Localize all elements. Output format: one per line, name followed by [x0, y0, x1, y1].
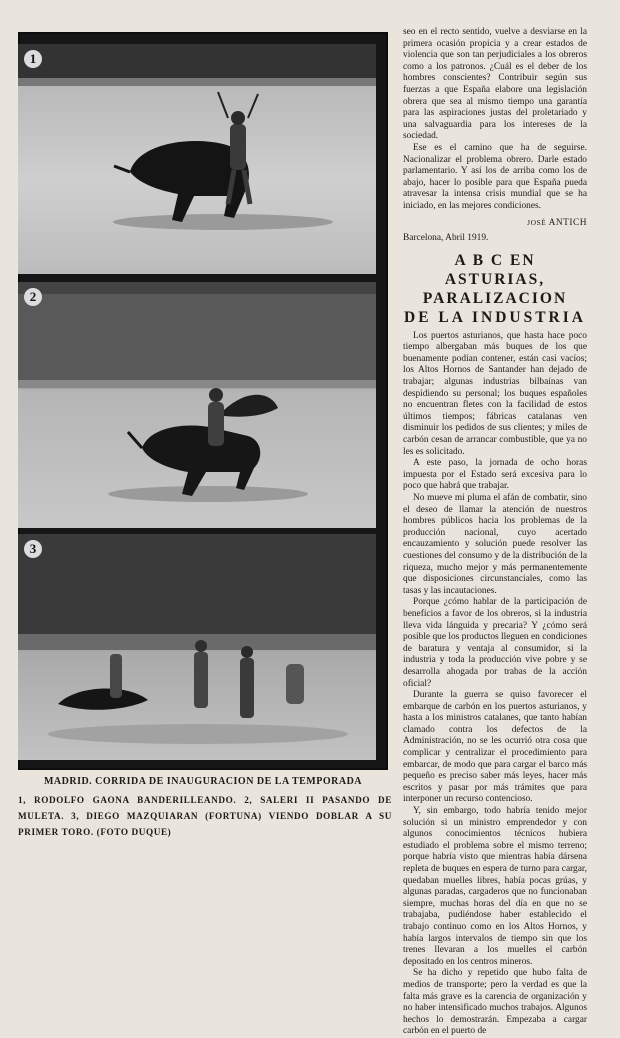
photo-saleri-muleta	[18, 282, 376, 528]
author-last-name: ANTICH	[548, 217, 587, 228]
photo-caption-title: MADRID. CORRIDA DE INAUGURACION DE LA TEMPORADA	[43, 776, 363, 787]
headline-line: PARALIZACION	[422, 289, 568, 307]
article-paragraph: Ese es el camino que ha de seguirse. Nacionalizar el problema obrero. Darle estado parlamentario. Y así los de arriba como los de abajo, hacer lo posible para que España pueda atravesar la intensa crisis mundial que se ha iniciado, en las mejores condiciones.	[403, 142, 587, 211]
photo-gaona-banderilleando	[18, 44, 376, 274]
photo-caption-text: 1, RODOLFO GAONA BANDERILLEANDO. 2, SALERI II PASANDO DE MULETA. 3, DIEGO MAZQUIARAN (FORTUNA) VIENDO DOBLAR A SU PRIMER TORO. (FOTO DUQUE)	[18, 795, 392, 837]
photo-number: 3	[24, 540, 42, 558]
dateline: Barcelona, Abril 1919.	[403, 233, 489, 244]
photo-number: 2	[24, 288, 42, 306]
article-paragraph: Durante la guerra se quiso favorecer el embarque de carbón en los puertos asturianos, y hasta a los ministros catalanes, que tanto habían clamado contra los defectos de la Administración, no se les ocurrió otra cosa que complicar y centralizar el procedimiento para embarcar, de modo que para cargar el barco más pequeño es preciso saber más leyes, hacer más escritos y pasar por más trámites que para interponer un recurso contencioso.	[403, 690, 587, 805]
photo-3-illustration	[18, 534, 376, 760]
article-paragraph: Y, sin embargo, todo habría tenido mejor solución si un ministro emprendedor y con algunos conocimientos técnicos hubiera estudiado el problema sobre el mismo terreno; porque habría visto que mientras había dársena repleta de buques en espera de turno para cargar, quedaban muelles libres, había pocas grúas, y algunas paradas, cargaderos que no funcionaban siempre, muchas horas del día en que no se trabajaba, pudiéndose haber establecido el trabajo continuo como en los Altos Hornos, y había largos intervalos de tiempo sin que los trenes llevaran a los muelles el carbón depositado en los centros mineros.	[403, 806, 587, 967]
article-paragraph: Se ha dicho y repetido que hubo falta de medios de transporte; pero la verdad es que la falta más grave es la carencia de organización y no haber intensificado muchos trabajos. Algunos hechos lo demostrarán. Empezaba a cargar carbón en el puerto de	[403, 968, 587, 1037]
photo-mazquiaran-toro	[18, 534, 376, 760]
article-paragraph: A este paso, la jornada de ocho horas impuesta por el Estado será excesiva para lo poco que habrá que trabajar.	[403, 458, 587, 492]
photo-number: 1	[24, 50, 42, 68]
photo-2-illustration	[18, 282, 376, 528]
article-column	[403, 27, 587, 1038]
headline-line: A B C EN ASTURIAS,	[444, 251, 546, 288]
article-headline	[403, 251, 587, 327]
photo-1-illustration	[18, 44, 376, 274]
article-paragraph: Porque ¿cómo hablar de la participación de beneficios a favor de los obreros, si la industria lleva vida lánguida y precaria? Y ¿cómo será posible que los productos lleguen en condiciones de baratura y ventaja al consumidor, si la industria y toda la producción vive pobre y se desarrolla ahogada por trabas de la acción oficial?	[403, 597, 587, 689]
article-paragraph: seo en el recto sentido, vuelve a desviarse en la primera ocasión propicia y a crear estados de violencia que son tan perjudiciales a los obreros como a los patronos. ¿Cuál es el deber de los hombres conscientes? Contribuir según sus fuerzas a que España elabore una legislación obrera que sea al mismo tiempo una garantía para las aspiraciones justas del proletariado y una salvaguardia para los intereses de la sociedad.	[403, 27, 587, 142]
headline-line: DE LA INDUSTRIA	[404, 308, 586, 326]
author-first-name: JOSÉ	[527, 217, 547, 227]
article-paragraph: Los puertos asturianos, que hasta hace poco tiempo albergaban más buques de los que buenamente podían contener, están casi vacíos; los Altos Hornos de Santander han dejado de trabajar; algunas industrias bilbaínas van despidiendo su personal; los buques españoles no encuentran fletes con la facilidad de estos últimos tiempos; fábricas catalanas ven disminuir los pedidos de sus clientes; y miles de carbón cesan de arrancar combustible, que ya no les es solicitado.	[403, 330, 587, 457]
author-signature	[403, 217, 587, 230]
article-paragraph: No mueve mi pluma el afán de combatir, sino el deseo de llamar la atención de nuestros hombres públicos hacia los problemas de la producción nacional, cuyo acertado encauzamiento y solución puede resolver las cuestiones del consumo y de la distribución de la riqueza, mucho mejor y más permanentemente que disposiciones circunstanciales, como las tasas y las incautaciones.	[403, 493, 587, 596]
